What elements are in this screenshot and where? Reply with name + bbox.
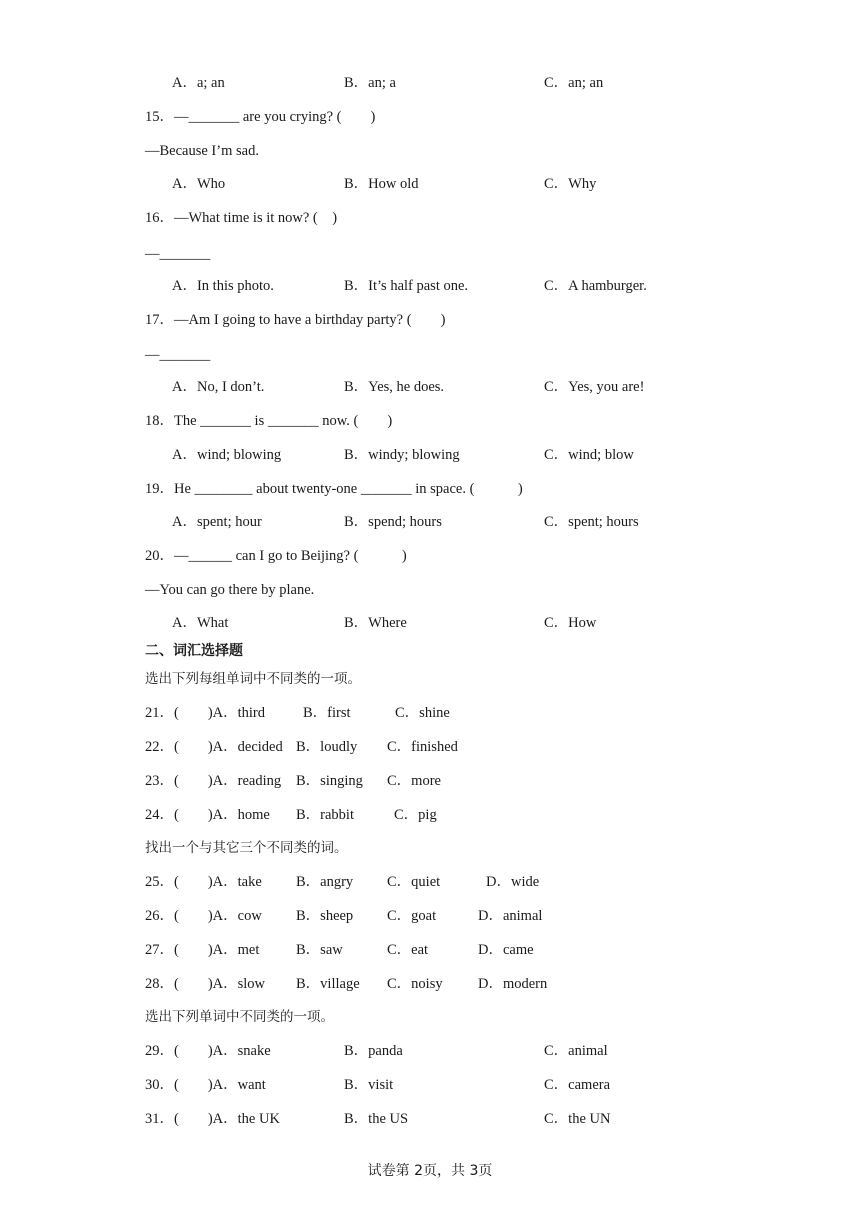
- vocab-item-21-b: B．first: [303, 705, 351, 721]
- vocab-item-29: 29．( )A．snake: [145, 1043, 271, 1059]
- q18-option-b: B．windy; blowing: [344, 447, 460, 463]
- vocab-item-28-b: B．village: [296, 976, 360, 992]
- q18-stem: 18．The _______ is _______ now. ( ): [145, 413, 393, 429]
- section-instruction-3: 选出下列单词中不同类的一项。: [145, 1009, 334, 1025]
- vocab-item-24: 24．( )A．home: [145, 807, 270, 823]
- q14-option-b: B．an; a: [344, 75, 396, 91]
- q19-option-c: C．spent; hours: [544, 514, 639, 530]
- vocab-item-31-c: C．the UN: [544, 1111, 611, 1127]
- q18-option-c: C．wind; blow: [544, 447, 634, 463]
- vocab-item-25-c: C．quiet: [387, 874, 441, 890]
- q20-reply: —You can go there by plane.: [145, 582, 315, 598]
- vocab-item-25: 25．( )A．take: [145, 874, 262, 890]
- vocab-item-28: 28．( )A．slow: [145, 976, 266, 992]
- vocab-item-21-c: C．shine: [395, 705, 450, 721]
- q20-option-c: C．How: [544, 615, 597, 631]
- vocab-item-27-d: D．came: [478, 942, 534, 958]
- q17-option-c: C．Yes, you are!: [544, 379, 645, 395]
- q19-stem: 19．He ________ about twenty-one _______ in space. ( ): [145, 481, 523, 497]
- q20-option-a: A．What: [172, 615, 229, 631]
- vocab-item-23-c: C．more: [387, 773, 441, 789]
- q16-option-a: A．In this photo.: [172, 278, 274, 294]
- q19-option-b: B．spend; hours: [344, 514, 442, 530]
- q20-option-b: B．Where: [344, 615, 407, 631]
- vocab-item-26-d: D．animal: [478, 908, 543, 924]
- vocab-item-24-b: B．rabbit: [296, 807, 354, 823]
- q17-reply: —_______: [145, 347, 211, 363]
- vocab-item-31-b: B．the US: [344, 1111, 409, 1127]
- vocab-item-27-c: C．eat: [387, 942, 429, 958]
- q15-reply: —Because I’m sad.: [145, 143, 259, 159]
- page-footer: 试卷第 2页，共 3页: [367, 1163, 493, 1179]
- vocab-item-24-c: C．pig: [394, 807, 437, 823]
- q18-option-a: A．wind; blowing: [172, 447, 282, 463]
- vocab-item-28-d: D．modern: [478, 976, 548, 992]
- q14-option-c: C．an; an: [544, 75, 604, 91]
- q16-option-b: B．It’s half past one.: [344, 278, 469, 294]
- q20-stem: 20．—______ can I go to Beijing? ( ): [145, 548, 407, 564]
- vocab-item-22-c: C．finished: [387, 739, 458, 755]
- section-instruction-2: 找出一个与其它三个不同类的词。: [145, 840, 348, 856]
- vocab-item-28-c: C．noisy: [387, 976, 443, 992]
- q16-reply: —_______: [145, 246, 211, 262]
- vocab-item-25-d: D．wide: [486, 874, 540, 890]
- vocab-item-25-b: B．angry: [296, 874, 354, 890]
- vocab-item-30: 30．( )A．want: [145, 1077, 266, 1093]
- vocab-item-27-b: B．saw: [296, 942, 343, 958]
- vocab-item-22-b: B．loudly: [296, 739, 358, 755]
- q15-option-a: A．Who: [172, 176, 226, 192]
- q17-option-b: B．Yes, he does.: [344, 379, 445, 395]
- vocab-item-29-b: B．panda: [344, 1043, 403, 1059]
- q17-stem: 17．—Am I going to have a birthday party? ( ): [145, 312, 446, 328]
- vocab-item-30-b: B．visit: [344, 1077, 394, 1093]
- vocab-item-26-c: C．goat: [387, 908, 437, 924]
- q16-option-c: C．A hamburger.: [544, 278, 647, 294]
- q14-option-a: A．a; an: [172, 75, 225, 91]
- vocab-item-30-c: C．camera: [544, 1077, 611, 1093]
- q15-option-b: B．How old: [344, 176, 419, 192]
- vocab-item-22: 22．( )A．decided: [145, 739, 283, 755]
- vocab-item-27: 27．( )A．met: [145, 942, 260, 958]
- q17-option-a: A．No, I don’t.: [172, 379, 265, 395]
- q15-option-c: C．Why: [544, 176, 597, 192]
- q15-stem: 15．—_______ are you crying? ( ): [145, 109, 376, 125]
- vocab-item-31: 31．( )A．the UK: [145, 1111, 280, 1127]
- vocab-item-23: 23．( )A．reading: [145, 773, 282, 789]
- section-heading: 二、词汇选择题: [145, 643, 243, 659]
- section-instruction-1: 选出下列每组单词中不同类的一项。: [145, 671, 361, 687]
- vocab-item-23-b: B．singing: [296, 773, 363, 789]
- vocab-item-21: 21．( )A．third: [145, 705, 266, 721]
- vocab-item-26: 26．( )A．cow: [145, 908, 262, 924]
- vocab-item-26-b: B．sheep: [296, 908, 354, 924]
- q16-stem: 16．—What time is it now? ( ): [145, 210, 338, 226]
- vocab-item-29-c: C．animal: [544, 1043, 608, 1059]
- q19-option-a: A．spent; hour: [172, 514, 262, 530]
